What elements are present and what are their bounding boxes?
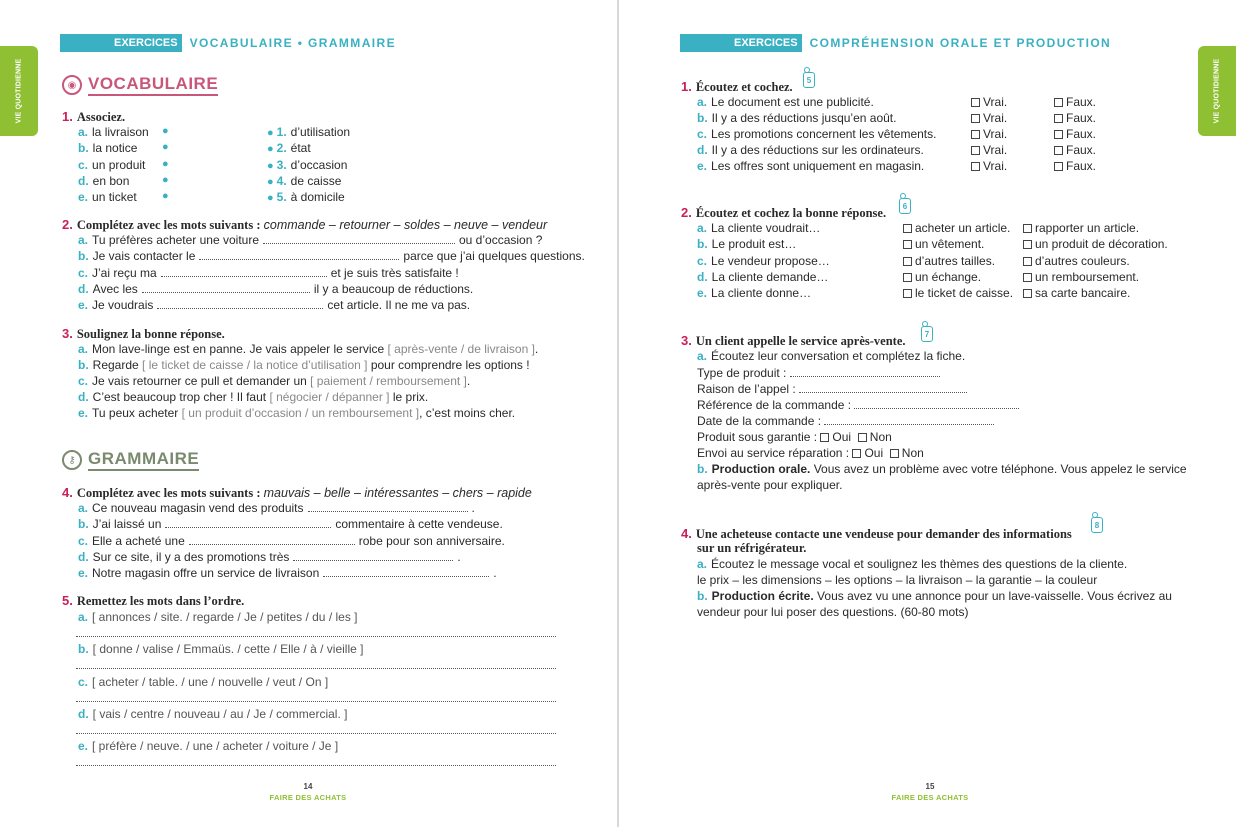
q1-title: 1. Associez. [62, 109, 126, 124]
r-q3-field-raison: Raison de l’appel : [697, 382, 967, 396]
match-dot[interactable]: ● [267, 143, 274, 156]
r-q3-b: b. Production orale. Vous avez un problème avec votre téléphone. Vous appelez le service [697, 462, 1187, 476]
true-false-item: d. Il y a des réductions sur les ordinateurs. [697, 143, 924, 157]
match-dot[interactable]: ● [267, 127, 274, 139]
page-number: 14 [303, 782, 313, 791]
page-section-title: FAIRE DES ACHATS [891, 793, 969, 802]
r-q4-title: 4. Une acheteuse contacte une vendeuse pour demander des informations [681, 526, 1072, 541]
fill-blank-item: d. Sur ce site, il y a des promotions très . [78, 549, 461, 564]
checkbox[interactable] [903, 257, 912, 266]
answer-blank[interactable] [165, 518, 331, 528]
option-2: un remboursement. [1023, 270, 1139, 284]
vrai-option: Vrai. [971, 95, 1007, 109]
checkbox[interactable] [1054, 146, 1063, 155]
grammaire-heading: ⚷ GRAMMAIRE [62, 449, 199, 471]
checkbox[interactable] [903, 289, 912, 298]
true-false-item: b. Il y a des réductions jusqu’en août. [697, 111, 897, 125]
association-right-item: ● 2. état [267, 141, 311, 156]
option-2: d’autres couleurs. [1023, 254, 1130, 268]
match-dot[interactable]: ● [162, 173, 169, 186]
checkbox[interactable] [971, 146, 980, 155]
r-q3-field-type: Type de produit : [697, 366, 940, 380]
fill-blank-item: e. Notre magasin offre un service de livraison . [78, 566, 497, 581]
page-number: 15 [925, 782, 935, 791]
page-section-title: FAIRE DES ACHATS [269, 793, 347, 802]
true-false-item: c. Les promotions concernent les vêtements. [697, 127, 937, 141]
multiple-choice-item: a. La cliente voudrait… [697, 221, 821, 235]
choice-options[interactable]: [ un produit d’occasion / un remboursement ] [181, 406, 420, 420]
r-q3-a: a. Écoutez leur conversation et complétez la fiche. [697, 349, 966, 363]
option-1: acheter un article. [903, 221, 1010, 235]
answer-line[interactable] [76, 636, 556, 637]
faux-option: Faux. [1054, 95, 1096, 109]
option-2: sa carte bancaire. [1023, 286, 1130, 300]
answer-blank[interactable] [308, 502, 468, 512]
multiple-choice-item: c. Le vendeur propose… [697, 253, 830, 268]
answer-blank[interactable] [161, 267, 327, 277]
vrai-option: Vrai. [971, 111, 1007, 125]
reorder-item: d. [ vais / centre / nouveau / au / Je / commercial. ] [78, 706, 348, 721]
fill-blank-item: b. Je vais contacter le parce que j’ai quelques questions. [78, 249, 585, 264]
fill-blank-item: e. Je voudrais cet article. Il ne me va pas. [78, 298, 471, 313]
choice-options[interactable]: [ après-vente / de livraison ] [387, 342, 535, 356]
true-false-item: e. Les offres sont uniquement en magasin. [697, 159, 925, 173]
option-2: rapporter un article. [1023, 221, 1139, 235]
vrai-option: Vrai. [971, 143, 1007, 157]
multiple-choice-item: e. La cliente donne… [697, 286, 812, 301]
option-1: d’autres tailles. [903, 254, 995, 268]
r-q3-garantie: Produit sous garantie : Oui Non [697, 430, 892, 444]
multiple-choice-item: d. La cliente demande… [697, 269, 829, 284]
r-q4-title-line2: sur un réfrigérateur. [697, 541, 807, 555]
q4-title: 4. Complétez avec les mots suivants : mauvais – belle – intéressantes – chers – rapide [62, 485, 532, 500]
multiple-choice-item: b. Le produit est… [697, 237, 797, 252]
answer-blank[interactable] [142, 283, 310, 293]
checkbox[interactable] [971, 98, 980, 107]
association-left-item: a. la livraison [78, 125, 149, 139]
q2-title: 2. Complétez avec les mots suivants : commande – retourner – soldes – neuve – vendeur [62, 217, 548, 232]
option-1: le ticket de caisse. [903, 286, 1013, 300]
r-q4-a: a. Écoutez le message vocal et soulignez les thèmes des questions de la cliente. [697, 557, 1128, 571]
q5-title: 5. Remettez les mots dans l’ordre. [62, 593, 245, 608]
audio-track-icon: 5 [803, 72, 815, 88]
checkbox[interactable] [1023, 240, 1032, 249]
r-q1-title: 1. Écoutez et cochez. [681, 79, 793, 94]
checkbox[interactable] [852, 449, 861, 458]
association-left-item: e. un ticket [78, 190, 137, 205]
answer-blank[interactable] [189, 535, 355, 545]
reorder-item: a. [ annonces / site. / regarde / Je / petites / du / les ] [78, 610, 358, 624]
left-banner [60, 34, 396, 52]
true-false-item: a. Le document est une publicité. [697, 95, 874, 109]
right-banner [680, 34, 1111, 52]
vrai-option: Vrai. [971, 127, 1007, 141]
left-footer [248, 782, 368, 802]
answer-line[interactable] [76, 733, 556, 734]
r-q4-themes: le prix – les dimensions – les options – la livraison – la garantie – la couleur [697, 573, 1098, 587]
answer-blank[interactable] [157, 299, 323, 309]
checkbox[interactable] [1054, 162, 1063, 171]
side-tab-left: VIE QUOTIDIENNE [0, 46, 38, 136]
checkbox[interactable] [1054, 130, 1063, 139]
option-1: un vêtement. [903, 237, 984, 251]
key-icon: ⚷ [62, 450, 82, 470]
answer-blank[interactable] [293, 551, 453, 561]
vocabulaire-heading: ◉ VOCABULAIRE [62, 74, 218, 96]
banner-tag: EXERCICES [680, 34, 802, 52]
fill-blank-item: c. J’ai reçu ma et je suis très satisfaite ! [78, 265, 459, 280]
checkbox[interactable] [820, 433, 829, 442]
checkbox[interactable] [903, 273, 912, 282]
r-q3-field-ref: Référence de la commande : [697, 398, 1019, 412]
audio-track-icon: 7 [921, 326, 933, 342]
choice-options[interactable]: [ paiement / remboursement ] [310, 374, 467, 388]
eye-icon: ◉ [62, 75, 82, 95]
checkbox[interactable] [890, 449, 899, 458]
faux-option: Faux. [1054, 111, 1096, 125]
match-dot[interactable]: ● [162, 141, 169, 154]
checkbox[interactable] [971, 130, 980, 139]
r-q2-title: 2. Écoutez et cochez la bonne réponse. [681, 205, 887, 220]
answer-line[interactable] [76, 701, 556, 702]
checkbox[interactable] [858, 433, 867, 442]
answer-line[interactable] [76, 765, 556, 766]
answer-blank[interactable] [323, 567, 489, 577]
checkbox[interactable] [1023, 257, 1032, 266]
fill-blank-item: d. Avec les il y a beaucoup de réductions. [78, 281, 474, 296]
r-q3-envoi: Envoi au service réparation : Oui Non [697, 446, 924, 460]
answer-blank[interactable] [263, 234, 455, 244]
match-dot[interactable]: ● [267, 192, 274, 205]
r-q3-field-date: Date de la commande : [697, 414, 994, 428]
association-right-item: ● 1. d’utilisation [267, 125, 351, 139]
association-right-item: ● 3. d’occasion [267, 157, 348, 172]
reorder-item: e. [ préfère / neuve. / une / acheter / voiture / Je ] [78, 739, 339, 754]
q3-title: 3. Soulignez la bonne réponse. [62, 326, 225, 341]
checkbox[interactable] [1054, 98, 1063, 107]
choice-item: a. Mon lave-linge est en panne. Je vais appeler le service [ après-vente / de livraison ]. [78, 342, 539, 356]
choice-item: e. Tu peux acheter [ un produit d’occasion / un remboursement ], c’est moins cher. [78, 406, 516, 420]
fill-blank-item: a. Tu préfères acheter une voiture ou d’occasion ? [78, 233, 543, 247]
checkbox[interactable] [903, 224, 912, 233]
fill-blank-item: a. Ce nouveau magasin vend des produits . [78, 501, 475, 515]
side-tab-right: VIE QUOTIDIENNE [1198, 46, 1236, 136]
checkbox[interactable] [1023, 273, 1032, 282]
association-left-item: c. un produit [78, 157, 146, 172]
option-2: un produit de décoration. [1023, 237, 1168, 251]
choice-options[interactable]: [ le ticket de caisse / la notice d’utilisation ] [142, 358, 368, 372]
match-dot[interactable]: ● [267, 159, 274, 172]
checkbox[interactable] [1023, 224, 1032, 233]
checkbox[interactable] [971, 162, 980, 171]
checkbox[interactable] [1023, 289, 1032, 298]
fill-blank-item: b. J’ai laissé un commentaire à cette vendeuse. [78, 517, 503, 532]
match-dot[interactable]: ● [162, 125, 169, 137]
right-footer [870, 782, 990, 802]
faux-option: Faux. [1054, 143, 1096, 157]
checkbox[interactable] [971, 114, 980, 123]
audio-track-icon: 8 [1091, 517, 1103, 533]
association-right-item: ● 5. à domicile [267, 190, 345, 205]
r-q4-b: b. Production écrite. Vous avez vu une annonce pour un lave-vaisselle. Vous écrivez au [697, 589, 1172, 603]
choice-item: d. C’est beaucoup trop cher ! Il faut [ négocier / dépanner ] le prix. [78, 390, 429, 404]
match-dot[interactable]: ● [162, 157, 169, 170]
checkbox[interactable] [1054, 114, 1063, 123]
choice-options[interactable]: [ négocier / dépanner ] [269, 390, 390, 404]
r-q4-b-line2: vendeur pour lui poser des questions. (60-80 mots) [697, 605, 969, 619]
choice-item: c. Je vais retourner ce pull et demander un [ paiement / remboursement ]. [78, 374, 471, 388]
association-right-item: ● 4. de caisse [267, 173, 342, 188]
choice-item: b. Regarde [ le ticket de caisse / la notice d’utilisation ] pour comprendre les options ! [78, 358, 530, 372]
r-q3-b-line2: après-vente pour expliquer. [697, 478, 843, 492]
right-page [619, 0, 1236, 827]
answer-line[interactable] [76, 668, 556, 669]
reorder-item: c. [ acheter / table. / une / nouvelle / veut / On ] [78, 674, 329, 689]
banner-title: VOCABULAIRE • GRAMMAIRE [189, 36, 396, 50]
option-1: un échange. [903, 270, 981, 284]
fill-blank-item: c. Elle a acheté une robe pour son anniversaire. [78, 533, 505, 548]
match-dot[interactable]: ● [162, 190, 169, 203]
r-q3-title: 3. Un client appelle le service après-vente. [681, 333, 906, 348]
audio-track-icon: 6 [899, 198, 911, 214]
match-dot[interactable]: ● [267, 175, 274, 188]
association-left-item: d. en bon [78, 173, 130, 188]
banner-tag: EXERCICES [60, 34, 182, 52]
checkbox[interactable] [903, 240, 912, 249]
banner-title: COMPRÉHENSION ORALE ET PRODUCTION [809, 36, 1112, 50]
faux-option: Faux. [1054, 127, 1096, 141]
association-left-item: b. la notice [78, 141, 138, 156]
answer-blank[interactable] [199, 250, 399, 260]
faux-option: Faux. [1054, 159, 1096, 173]
reorder-item: b. [ donne / valise / Emmaüs. / cette / Elle / à / vieille ] [78, 642, 364, 657]
vrai-option: Vrai. [971, 159, 1007, 173]
